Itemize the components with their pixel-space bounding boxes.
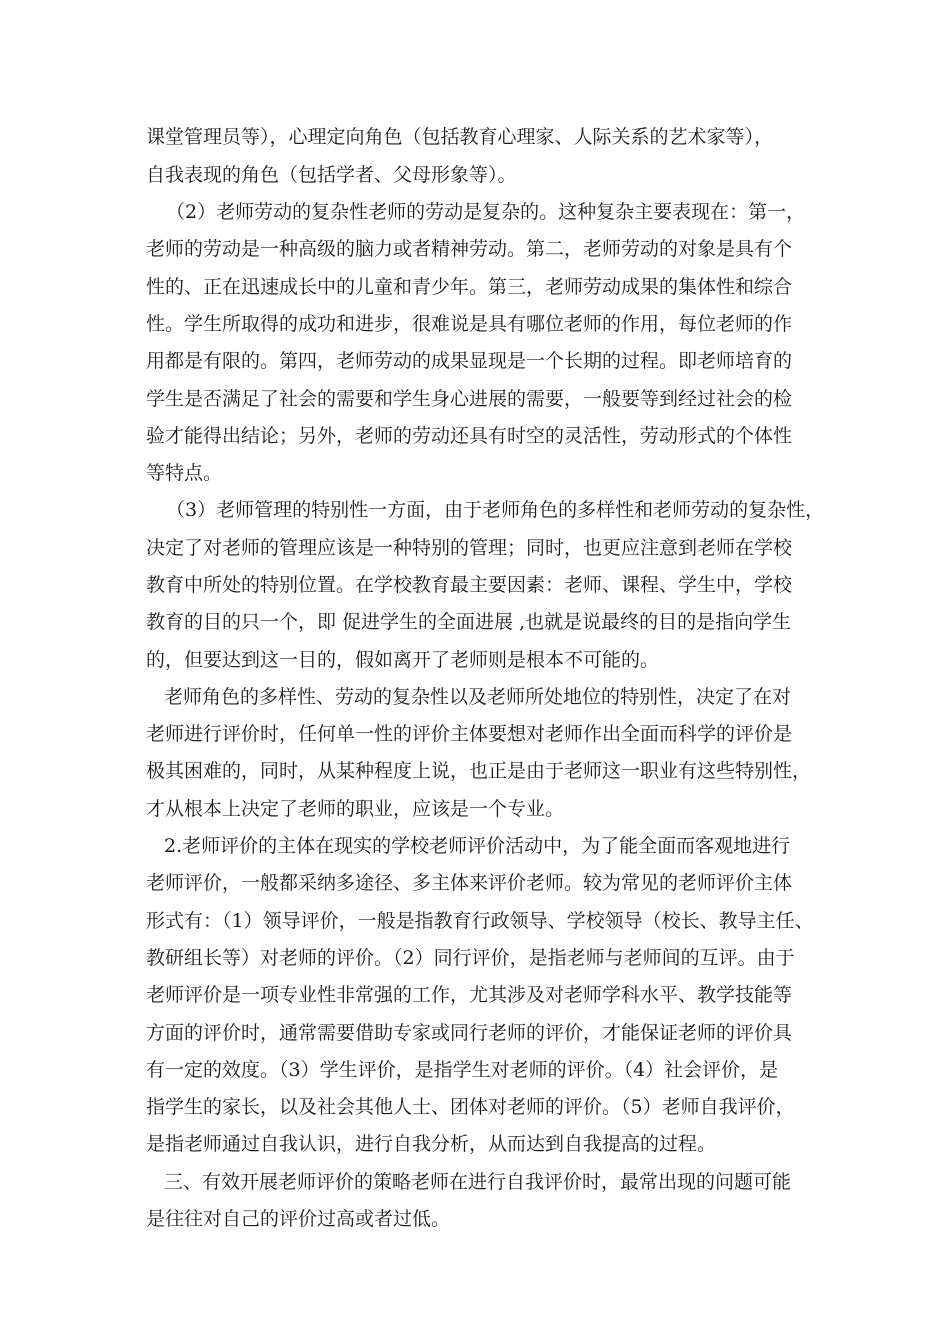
text-line: 才从根本上决定了老师的职业，应该是一个专业。 [146, 798, 565, 820]
text-line: 课堂管理员等），心理定向角色（包括教育心理家、人际关系的艺术家等）， [146, 126, 774, 148]
text-line: 性的、正在迅速成长中的儿童和青少年。第三，老师劳动成果的集体性和综合 [146, 276, 793, 298]
text-line: 教研组长等）对老师的评价。（2）同行评价，是指老师与老师间的互评。由于 [146, 947, 795, 969]
text-line: 老师角色的多样性、劳动的复杂性以及老师所处地位的特别性，决定了在对 [164, 686, 792, 708]
text-line: 老师评价是一项专业性非常强的工作，尤其涉及对老师学科水平、教学技能等 [146, 984, 793, 1006]
text-line: 指学生的家长，以及社会其他人士、团体对老师的评价。（5）老师自我评价， [146, 1096, 795, 1118]
text-line: 自我表现的角色（包括学者、父母形象等）。 [146, 164, 517, 186]
text-line: 性。学生所取得的成功和进步，很难说是具有哪位老师的作用，每位老师的作 [146, 313, 793, 335]
text-line: 学生是否满足了社会的需要和学生身心进展的需要，一般要等到经过社会的检 [146, 388, 793, 410]
text-line: （3）老师管理的特别性一方面，由于老师角色的多样性和老师劳动的复杂性， [166, 499, 825, 521]
text-line: 极其困难的，同时，从某种程度上说，也正是由于老师这一职业有这些特别性， [146, 760, 812, 782]
text-line: 方面的评价时，通常需要借助专家或同行老师的评价，才能保证老师的评价具 [146, 1022, 793, 1044]
text-line: 用都是有限的。第四，老师劳动的成果显现是一个长期的过程。即老师培育的 [146, 350, 793, 372]
text-line: 的，但要达到这一目的，假如离开了老师则是根本不可能的。 [146, 649, 660, 671]
text-line: 形式有：（1）领导评价，一般是指教育行政领导、学校领导（校长、教导主任、 [146, 910, 814, 932]
text-line: 2.老师评价的主体在现实的学校老师评价活动中，为了能全面而客观地进行 [164, 835, 791, 857]
text-line: 三、有效开展老师评价的策略老师在进行自我评价时，最常出现的问题可能 [164, 1171, 792, 1193]
text-line: 是往往对自己的评价过高或者过低。 [146, 1208, 451, 1230]
text-line: 教育中所处的特别位置。在学校教育最主要因素：老师、课程、学生中，学校 [146, 574, 793, 596]
text-line: 是指老师通过自我认识，进行自我分析，从而达到自我提高的过程。 [146, 1133, 717, 1155]
text-line: 决定了对老师的管理应该是一种特别的管理；同时，也更应注意到老师在学校 [146, 537, 793, 559]
text-line: 验才能得出结论；另外，老师的劳动还具有时空的灵活性，劳动形式的个体性 [146, 425, 793, 447]
text-line: 老师的劳动是一种高级的脑力或者精神劳动。第二，老师劳动的对象是具有个 [146, 238, 793, 260]
text-line: 老师进行评价时，任何单一性的评价主体要想对老师作出全面而科学的评价是 [146, 723, 793, 745]
text-line: 教育的目的只一个，即 促进学生的全面进展 ,也就是说最终的目的是指向学生 [146, 611, 792, 633]
text-line: 有一定的效度。（3）学生评价，是指学生对老师的评价。（4）社会评价，是 [146, 1059, 779, 1081]
text-line: 等特点。 [146, 462, 223, 484]
text-line: （2）老师劳动的复杂性老师的劳动是复杂的。这种复杂主要表现在：第一， [166, 201, 806, 223]
text-line: 老师评价，一般都采纳多途径、多主体来评价老师。较为常见的老师评价主体 [146, 872, 793, 894]
